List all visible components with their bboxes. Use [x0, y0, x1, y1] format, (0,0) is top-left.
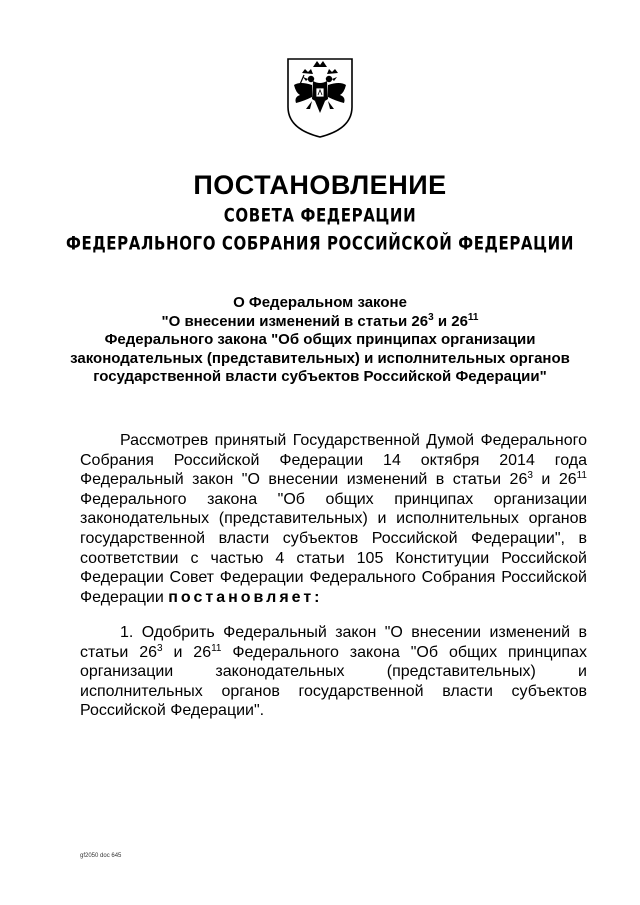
subject-line-4: законодательных (представительных) и исполнительных органов [70, 349, 570, 367]
coat-of-arms-emblem [284, 55, 356, 139]
subject-line-5: государственной власти субъектов Российской Федерации" [93, 368, 547, 385]
subject-line-1: О Федеральном законе [233, 294, 407, 311]
resolution-item-1: 1. Одобрить Федеральный закон "О внесении изменений в статьи $26^3$ и $26^{11}$ Федерального закона "Об общих принципах организации законодательных (представительных) и исполнительных органов государственной власти субъектов Российской Федерации". [80, 624, 587, 720]
document-code: gf2050 doc 645 [80, 853, 122, 859]
issuer-line-2: ФЕДЕРАЛЬНОГО СОБРАНИЯ РОССИЙСКОЙ ФЕДЕРАЦИИ [66, 231, 574, 255]
document-title: ПОСТАНОВЛЕНИЕ [193, 170, 447, 200]
document-subject [60, 294, 580, 387]
issuer-line-1: СОВЕТА ФЕДЕРАЦИИ [223, 203, 417, 227]
subject-line-2: "О внесении изменений в статьи $26^3$ и $26^{11}$ [161, 311, 479, 330]
subject-line-3: Федерального закона "Об общих принципах организации [104, 331, 536, 348]
resolves-emphasis: постановляет: [168, 588, 323, 606]
preamble-paragraph: Рассмотрев принятый Государственной Думой Федерального Собрания Российской Федерации 14 октября 2014 года Федеральный закон "О внесении изменений в статьи $26^3$ и $26^{11}$ Федерального закона "Об общих принципах организации законодательных (представительных) и исполнительных органов государственной власти субъектов Российской Федерации", в соответствии с частью 4 статьи 105 Конституции Российской Федерации Совет Федерации Федерального Собрания Российской Федерации постановляет: [80, 432, 587, 606]
